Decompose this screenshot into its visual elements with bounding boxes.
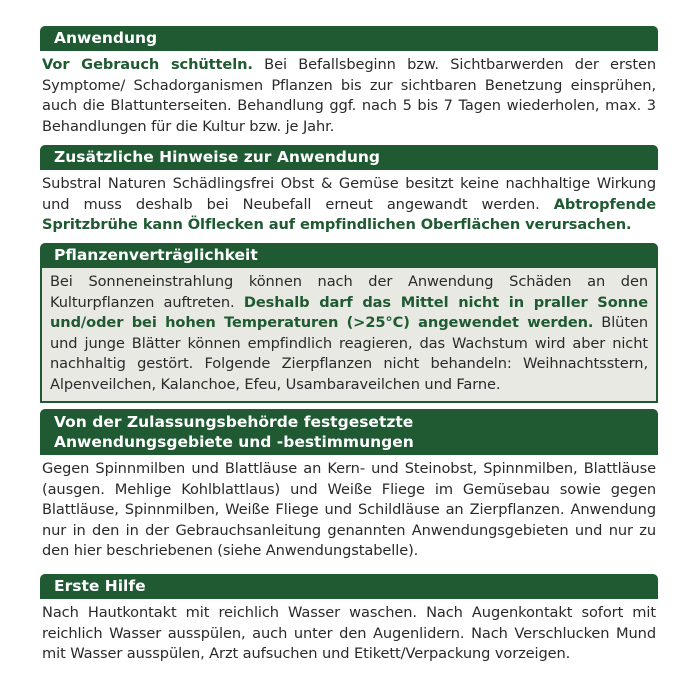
section-text xyxy=(40,51,658,137)
title-line-1: Von der Zulassungsbehörde festgesetzte xyxy=(54,413,414,431)
bold-text: Vor Gebrauch schütteln. xyxy=(42,56,253,73)
section-hinweise xyxy=(40,145,658,236)
text: Bei Sonneneinstrahlung können nach der Anwendung Schäden an den Kulturpflanzen auftreten. xyxy=(50,273,648,311)
title-line-2: Anwendungsgebiete und -bestimmungen xyxy=(54,433,414,451)
bold-text: Abtropfende Spritzbrühe kann Ölflecken auf empfindlichen Oberflächen verursachen. xyxy=(42,195,656,233)
section-text xyxy=(40,170,658,236)
section-title: Pflanzenverträglichkeit xyxy=(40,243,658,268)
section-text: Nach Hautkontakt mit reichlich Wasser waschen. Nach Augenkontakt sofort mit reichlich Wasser ausspülen, auch unter den Augenlidern. Nach Verschlucken Mund mit Wasser ausspülen, Arzt aufsuchen und Etikett/Verpackung vorzeigen. xyxy=(42,604,656,662)
section-anwendung xyxy=(40,26,658,137)
text: Bei Befallsbeginn bzw. Sichtbarwerden der ersten Symptome/ Schadorganismen Pflanzen bis zur sichtbaren Benetzung einsprühen, auch die Blattunterseiten. Behandlung ggf. nach 5 bis 7 Tagen wiederholen, max. 3 Behandlungen für die Kultur bzw. je Jahr. xyxy=(42,56,656,135)
section-zulassung xyxy=(40,409,658,562)
section-erste-hilfe xyxy=(40,574,658,665)
section-title: Anwendung xyxy=(40,26,658,51)
text: Substral Naturen Schädlingsfrei Obst & Gemüse besitzt keine nachhaltige Wirkung und muss deshalb bei Neubefall erneut angewandt werden. xyxy=(42,175,656,213)
section-title xyxy=(40,409,658,455)
section-text: Gegen Spinnmilben und Blattläuse an Kern- und Steinobst, Spinnmilben, Blattläuse (ausgen. Mehlige Kohlblattlaus) und Weiße Fliege im Gemüsebau sowie gegen Blattläuse, Spinnmilben, Weiße Fliege und Schildläuse an Zierpflanzen. Anwendung nur in den in der Gebrauchsanleitung genannten Anwendungsgebieten und nur zu den hier beschriebenen (siehe Anwendungstabelle). xyxy=(42,460,656,559)
bold-text: Deshalb darf das Mittel nicht in praller Sonne und/oder bei hohen Temperaturen (>25°C) angewendet werden. xyxy=(50,293,648,331)
section-title: Zusätzliche Hinweise zur Anwendung xyxy=(40,145,658,170)
section-text xyxy=(40,268,658,403)
text: Blüten und junge Blätter können empfindlich reagieren, das Wachstum wird aber nicht nachhaltig gestört. Folgende Zierpflanzen nicht behandeln: Weihnachtsstern, Alpenveilchen, Kalanchoe, Efeu, Usambaraveilchen und Farne. xyxy=(50,314,648,393)
section-title: Erste Hilfe xyxy=(40,574,658,599)
section-vertraeglichkeit xyxy=(40,243,658,403)
